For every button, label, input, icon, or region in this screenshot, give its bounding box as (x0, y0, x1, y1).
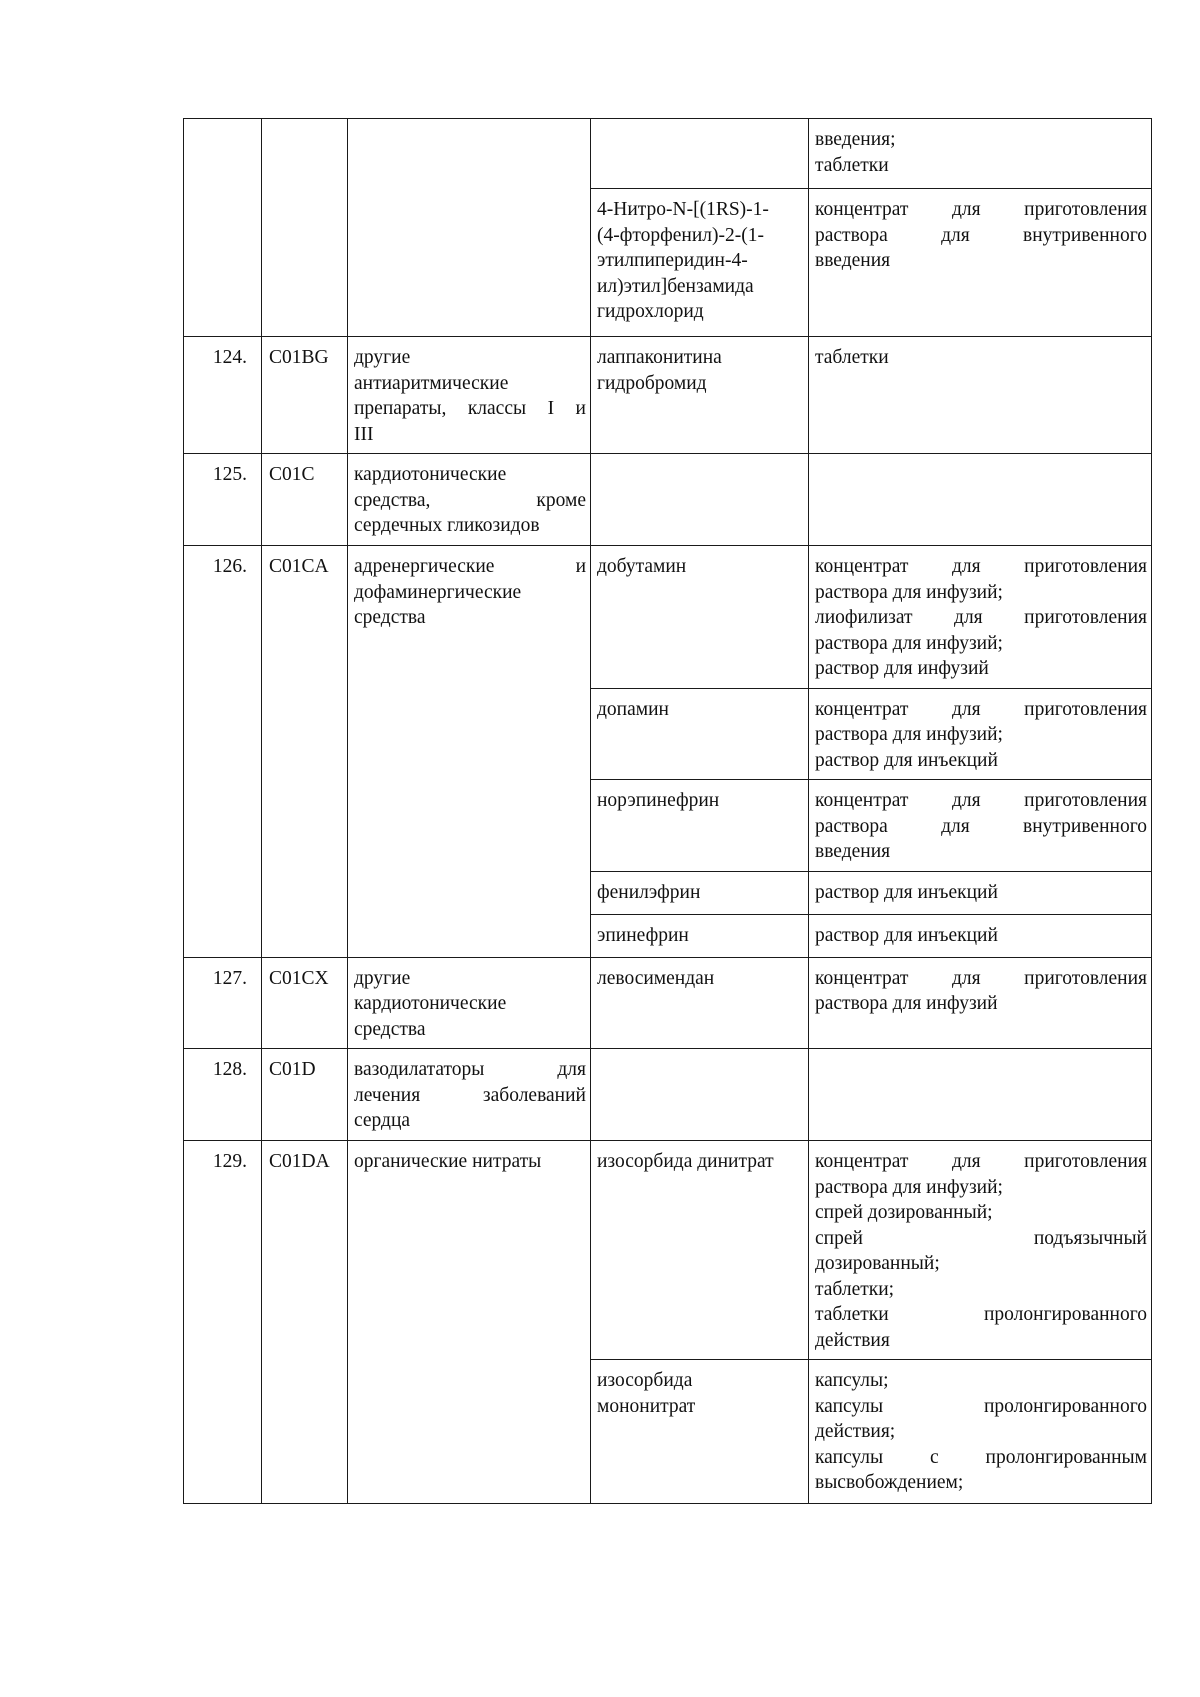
pharm-group-line-word: средства, (354, 489, 431, 511)
dosage-form-line-word: для (951, 556, 981, 577)
pharm-group-line (354, 1057, 586, 1083)
medicine-name-line: эпинефрин (597, 924, 689, 946)
pharm-group-line: сердца (354, 1110, 411, 1131)
row-number-cell: 125. (184, 454, 262, 546)
dosage-form-line (815, 605, 1147, 631)
dosage-form-line: раствора для инфузий; (815, 1176, 1003, 1198)
dosage-form-cell (809, 914, 1152, 957)
dosage-form-line-word: с (930, 1446, 939, 1468)
medicine-name-cell (591, 1360, 809, 1504)
dosage-form-line: спрей дозированный; (815, 1202, 993, 1223)
dosage-form-line: введения; (815, 129, 896, 150)
pharm-group-line: дофаминергические (354, 581, 522, 603)
dosage-form-line-word: для (941, 815, 970, 837)
medicine-name-line: левосимендан (597, 967, 715, 989)
medicine-name-cell (591, 1049, 809, 1141)
pharm-group-cell (348, 957, 591, 1049)
atc-code-cell: C01BG (262, 337, 348, 454)
dosage-form-line: высвобождением; (815, 1472, 964, 1493)
pharm-group-line (354, 1083, 586, 1109)
pharm-group-line: органические нитраты (354, 1151, 542, 1172)
dosage-form-cell (809, 780, 1152, 872)
dosage-form-cell (809, 688, 1152, 780)
dosage-form-line-word: для (951, 1151, 981, 1172)
pharm-group-line-word: заболеваний (482, 1084, 586, 1106)
dosage-form-line-word: концентрат (815, 556, 909, 577)
pharm-group-line-word: лечения (354, 1084, 421, 1106)
dosage-form-line-word: лиофилизат (815, 607, 913, 628)
atc-code-cell: C01D (262, 1049, 348, 1141)
pharm-group-line-word: классы (467, 398, 527, 419)
medicine-name-cell (591, 546, 809, 689)
dosage-form-line-word: пролонгированным (985, 1446, 1147, 1468)
medicine-name-cell (591, 454, 809, 546)
medicine-name-line: этилпиперидин-4- (597, 250, 748, 271)
medicine-name-line: допамин (597, 698, 669, 720)
medicine-name-line: ил)этил]бензамида (597, 275, 754, 297)
pharm-group-cell (348, 1141, 591, 1504)
dosage-form-line-word: капсулы (815, 1395, 884, 1417)
pharm-group-line-word: для (557, 1059, 586, 1080)
row-number-cell: 128. (184, 1049, 262, 1141)
table-row (184, 957, 1152, 1049)
dosage-form-cell (809, 546, 1152, 689)
dosage-form-line (815, 814, 1147, 840)
pharm-group-line: кардиотонические (354, 993, 507, 1014)
dosage-form-cell (809, 1049, 1152, 1141)
dosage-form-line: раствор для инъекций (815, 924, 998, 946)
pharm-group-line-word: препараты, (354, 398, 447, 419)
dosage-form-line-word: внутривенного (1023, 815, 1147, 837)
pharm-group-line (354, 488, 586, 514)
row-number-cell (184, 119, 262, 337)
dosage-form-line: капсулы; (815, 1370, 889, 1391)
dosage-form-cell (809, 871, 1152, 914)
medicine-name-cell (591, 337, 809, 454)
medicine-name-line: изосорбида (597, 1370, 693, 1391)
dosage-form-line-word: внутривенного (1023, 224, 1147, 246)
dosage-form-line-word: для (951, 967, 981, 989)
medicine-name-line: норэпинефрин (597, 790, 720, 811)
dosage-form-cell (809, 189, 1152, 337)
dosage-form-line-word: спрей (815, 1227, 863, 1249)
dosage-form-line (815, 697, 1147, 723)
dosage-form-line (815, 966, 1147, 992)
dosage-form-line: введения (815, 841, 891, 862)
dosage-form-line-word: концентрат (815, 1151, 909, 1172)
pharm-group-line: сердечных гликозидов (354, 515, 540, 536)
dosage-form-cell (809, 337, 1152, 454)
table-row (184, 546, 1152, 689)
medicine-name-cell (591, 688, 809, 780)
dosage-form-line (815, 1149, 1147, 1175)
dosage-form-line-word: концентрат (815, 967, 909, 989)
dosage-form-line-word: пролонгированного (983, 1304, 1147, 1325)
pharm-group-line-word: адренергические (354, 556, 495, 577)
table-row (184, 454, 1152, 546)
dosage-form-line-word: приготовления (1024, 1151, 1147, 1172)
dosage-form-line (815, 223, 1147, 249)
pharm-group-cell (348, 546, 591, 958)
dosage-form-line-word: приготовления (1024, 698, 1147, 720)
dosage-form-line-word: для (951, 790, 981, 811)
medicine-name-cell (591, 871, 809, 914)
dosage-form-line: введения (815, 250, 891, 271)
dosage-form-line (815, 1394, 1147, 1420)
atc-code-cell: C01C (262, 454, 348, 546)
table-row (184, 337, 1152, 454)
dosage-form-line: действия; (815, 1421, 896, 1442)
pharm-group-line: кардиотонические (354, 464, 507, 485)
dosage-form-line-word: пролонгированного (983, 1395, 1147, 1417)
dosage-form-line-word: концентрат (815, 698, 909, 720)
table-row (184, 1141, 1152, 1360)
dosage-form-line-word: раствора (815, 224, 888, 246)
pharm-group-line-word: I (547, 398, 555, 419)
dosage-form-line-word: раствора (815, 815, 888, 837)
dosage-form-cell (809, 957, 1152, 1049)
medicine-name-cell (591, 914, 809, 957)
pharm-group-line: средства (354, 607, 426, 628)
dosage-form-line: таблетки; (815, 1278, 895, 1300)
medicine-name-line: (4-фторфенил)-2-(1- (597, 224, 764, 246)
dosage-form-line-word: для (941, 224, 970, 246)
dosage-form-line-word: для (951, 199, 981, 220)
medicine-name-cell (591, 1141, 809, 1360)
dosage-form-line-word: приготовления (1024, 607, 1147, 628)
row-number-cell: 127. (184, 957, 262, 1049)
dosage-form-line (815, 1445, 1147, 1471)
dosage-form-line-word: для (951, 698, 981, 720)
pharm-group-line-word: и (575, 556, 586, 577)
atc-code-cell (262, 119, 348, 337)
dosage-form-cell (809, 1360, 1152, 1504)
dosage-form-line-word: концентрат (815, 199, 909, 220)
table-row (184, 1049, 1152, 1141)
dosage-form-line: раствора для инфузий (815, 993, 998, 1014)
pharm-group-line-word: и (575, 398, 586, 419)
pharm-group-line: другие (354, 347, 411, 368)
pharm-group-line: другие (354, 967, 411, 989)
pharm-group-line: средства (354, 1018, 426, 1040)
pharm-group-line: антиаритмические (354, 372, 509, 394)
pharm-group-cell (348, 1049, 591, 1141)
pharm-group-line (354, 396, 586, 422)
dosage-form-line (815, 197, 1147, 223)
pharm-group-line-word: вазодилататоры (354, 1059, 485, 1080)
medicine-name-line: гидробромид (597, 372, 707, 394)
dosage-form-line: раствор для инъекций (815, 749, 998, 771)
dosage-form-line: действия (815, 1329, 890, 1351)
dosage-form-line: дозированный; (815, 1253, 940, 1274)
atc-code-cell: C01CA (262, 546, 348, 958)
dosage-form-line-word: таблетки (815, 1304, 889, 1325)
dosage-form-line: раствор для инъекций (815, 881, 998, 903)
medicine-name-line: фенилэфрин (597, 881, 701, 903)
dosage-form-cell (809, 454, 1152, 546)
dosage-form-line: раствора для инфузий; (815, 632, 1003, 654)
atc-code-cell: C01CX (262, 957, 348, 1049)
dosage-form-line-word: приготовления (1024, 199, 1147, 220)
row-number-cell: 126. (184, 546, 262, 958)
pharm-group-cell (348, 454, 591, 546)
dosage-form-line-word: для (954, 607, 983, 628)
pharm-group-cell (348, 119, 591, 337)
dosage-form-line: таблетки (815, 154, 889, 176)
pharm-group-line (354, 554, 586, 580)
medicines-table (183, 118, 1152, 1504)
dosage-form-line (815, 1302, 1147, 1328)
dosage-form-line-word: концентрат (815, 790, 909, 811)
dosage-form-line (815, 788, 1147, 814)
row-number-cell: 129. (184, 1141, 262, 1504)
medicine-name-line: 4-Нитро-N-[(1RS)-1- (597, 199, 769, 220)
table-body (184, 119, 1152, 1504)
dosage-form-line: раствора для инфузий; (815, 724, 1003, 745)
dosage-form-line-word: подъязычный (1033, 1227, 1147, 1249)
dosage-form-cell (809, 119, 1152, 189)
dosage-form-line-word: приготовления (1024, 556, 1147, 577)
medicine-name-line: лаппаконитина (597, 347, 722, 368)
medicine-name-line: добутамин (597, 556, 687, 577)
medicine-name-line: мононитрат (597, 1395, 696, 1417)
dosage-form-line (815, 554, 1147, 580)
dosage-form-line (815, 1226, 1147, 1252)
pharm-group-line-word: кроме (536, 489, 586, 511)
pharm-group-line: III (354, 423, 374, 445)
medicine-name-cell (591, 189, 809, 337)
dosage-form-line: раствора для инфузий; (815, 581, 1003, 603)
dosage-form-line-word: приготовления (1024, 967, 1147, 989)
atc-code-cell: C01DA (262, 1141, 348, 1504)
dosage-form-line-word: приготовления (1024, 790, 1147, 811)
dosage-form-line: таблетки (815, 347, 889, 368)
medicine-name-cell (591, 957, 809, 1049)
pharm-group-cell (348, 337, 591, 454)
medicine-name-cell (591, 119, 809, 189)
dosage-form-cell (809, 1141, 1152, 1360)
medicine-name-cell (591, 780, 809, 872)
row-number-cell: 124. (184, 337, 262, 454)
table-row (184, 119, 1152, 189)
medicine-name-line: гидрохлорид (597, 301, 704, 322)
medicine-name-line: изосорбида динитрат (597, 1151, 774, 1172)
dosage-form-line-word: капсулы (815, 1446, 884, 1468)
dosage-form-line: раствор для инфузий (815, 658, 989, 679)
